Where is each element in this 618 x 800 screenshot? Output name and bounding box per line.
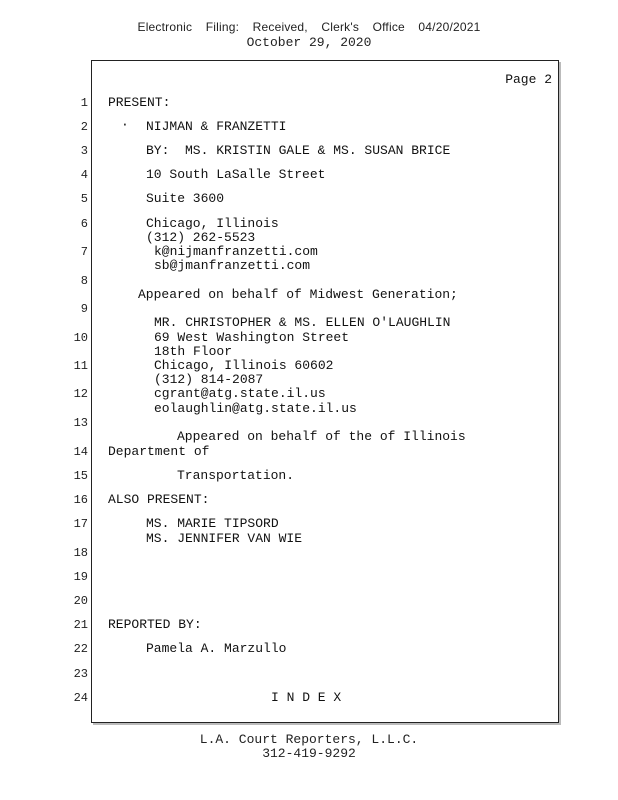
- office-city: Chicago, Illinois 60602: [154, 358, 334, 373]
- office-email-1: cgrant@atg.state.il.us: [154, 386, 326, 401]
- header-date: October 29, 2020: [246, 35, 372, 50]
- firm-phone: (312) 262-5523: [146, 230, 256, 245]
- line-number-9: 9: [80, 302, 88, 316]
- line-number-1: 1: [80, 96, 88, 110]
- line-number-17: 17: [73, 517, 88, 531]
- line-number-4: 4: [80, 168, 88, 182]
- footer-company: L.A. Court Reporters, L.L.C.: [199, 732, 419, 747]
- line-number-19: 19: [73, 570, 88, 584]
- stray-dot: ·: [121, 117, 129, 132]
- line-number-7: 7: [80, 245, 88, 259]
- line-number-2: 2: [80, 120, 88, 134]
- appearance-midwest: Appeared on behalf of Midwest Generation;: [138, 287, 458, 302]
- attorneys-line: BY: MS. KRISTIN GALE & MS. SUSAN BRICE: [146, 143, 451, 158]
- line-number-13: 13: [73, 416, 88, 430]
- firm-email-1: k@nijmanfranzetti.com: [154, 244, 318, 259]
- attorneys-line-2: MR. CHRISTOPHER & MS. ELLEN O'LAUGHLIN: [154, 315, 451, 330]
- line-number-6: 6: [80, 217, 88, 231]
- present-heading: PRESENT:: [108, 95, 171, 110]
- appearance-idot-line-2: Department of: [108, 444, 210, 459]
- footer-phone: 312-419-9292: [262, 746, 356, 761]
- index-heading: I N D E X: [271, 690, 342, 705]
- reported-by-heading: REPORTED BY:: [108, 617, 202, 632]
- line-number-10: 10: [73, 331, 88, 345]
- line-number-8: 8: [80, 274, 88, 288]
- line-number-5: 5: [80, 192, 88, 206]
- firm-suite: Suite 3600: [146, 191, 225, 206]
- line-number-15: 15: [73, 469, 88, 483]
- line-number-20: 20: [73, 594, 88, 608]
- line-number-16: 16: [73, 493, 88, 507]
- filing-stamp: Electronic Filing: Received, Clerk's Office 04/20/2021: [137, 20, 481, 34]
- line-number-12: 12: [73, 387, 88, 401]
- office-phone: (312) 814-2087: [154, 372, 264, 387]
- office-email-2: eolaughlin@atg.state.il.us: [154, 401, 357, 416]
- office-street: 69 West Washington Street: [154, 330, 350, 345]
- page-number: Page 2: [505, 72, 552, 87]
- line-number-22: 22: [73, 642, 88, 656]
- line-number-24: 24: [73, 691, 88, 705]
- also-present-1: MS. MARIE TIPSORD: [146, 516, 279, 531]
- line-number-23: 23: [73, 667, 88, 681]
- firm-email-2: sb@jmanfranzetti.com: [154, 258, 311, 273]
- office-floor: 18th Floor: [154, 344, 233, 359]
- line-number-14: 14: [73, 445, 88, 459]
- firm-name: NIJMAN & FRANZETTI: [146, 119, 287, 134]
- line-number-3: 3: [80, 144, 88, 158]
- firm-street: 10 South LaSalle Street: [146, 167, 326, 182]
- appearance-idot-line-3: Transportation.: [177, 468, 295, 483]
- reporter-name: Pamela A. Marzullo: [146, 641, 287, 656]
- also-present-heading: ALSO PRESENT:: [108, 492, 210, 507]
- line-number-18: 18: [73, 546, 88, 560]
- line-number-21: 21: [73, 618, 88, 632]
- line-number-11: 11: [73, 359, 88, 373]
- appearance-idot-line-1: Appeared on behalf of the of Illinois: [177, 429, 466, 444]
- firm-city: Chicago, Illinois: [146, 216, 279, 231]
- also-present-2: MS. JENNIFER VAN WIE: [146, 531, 303, 546]
